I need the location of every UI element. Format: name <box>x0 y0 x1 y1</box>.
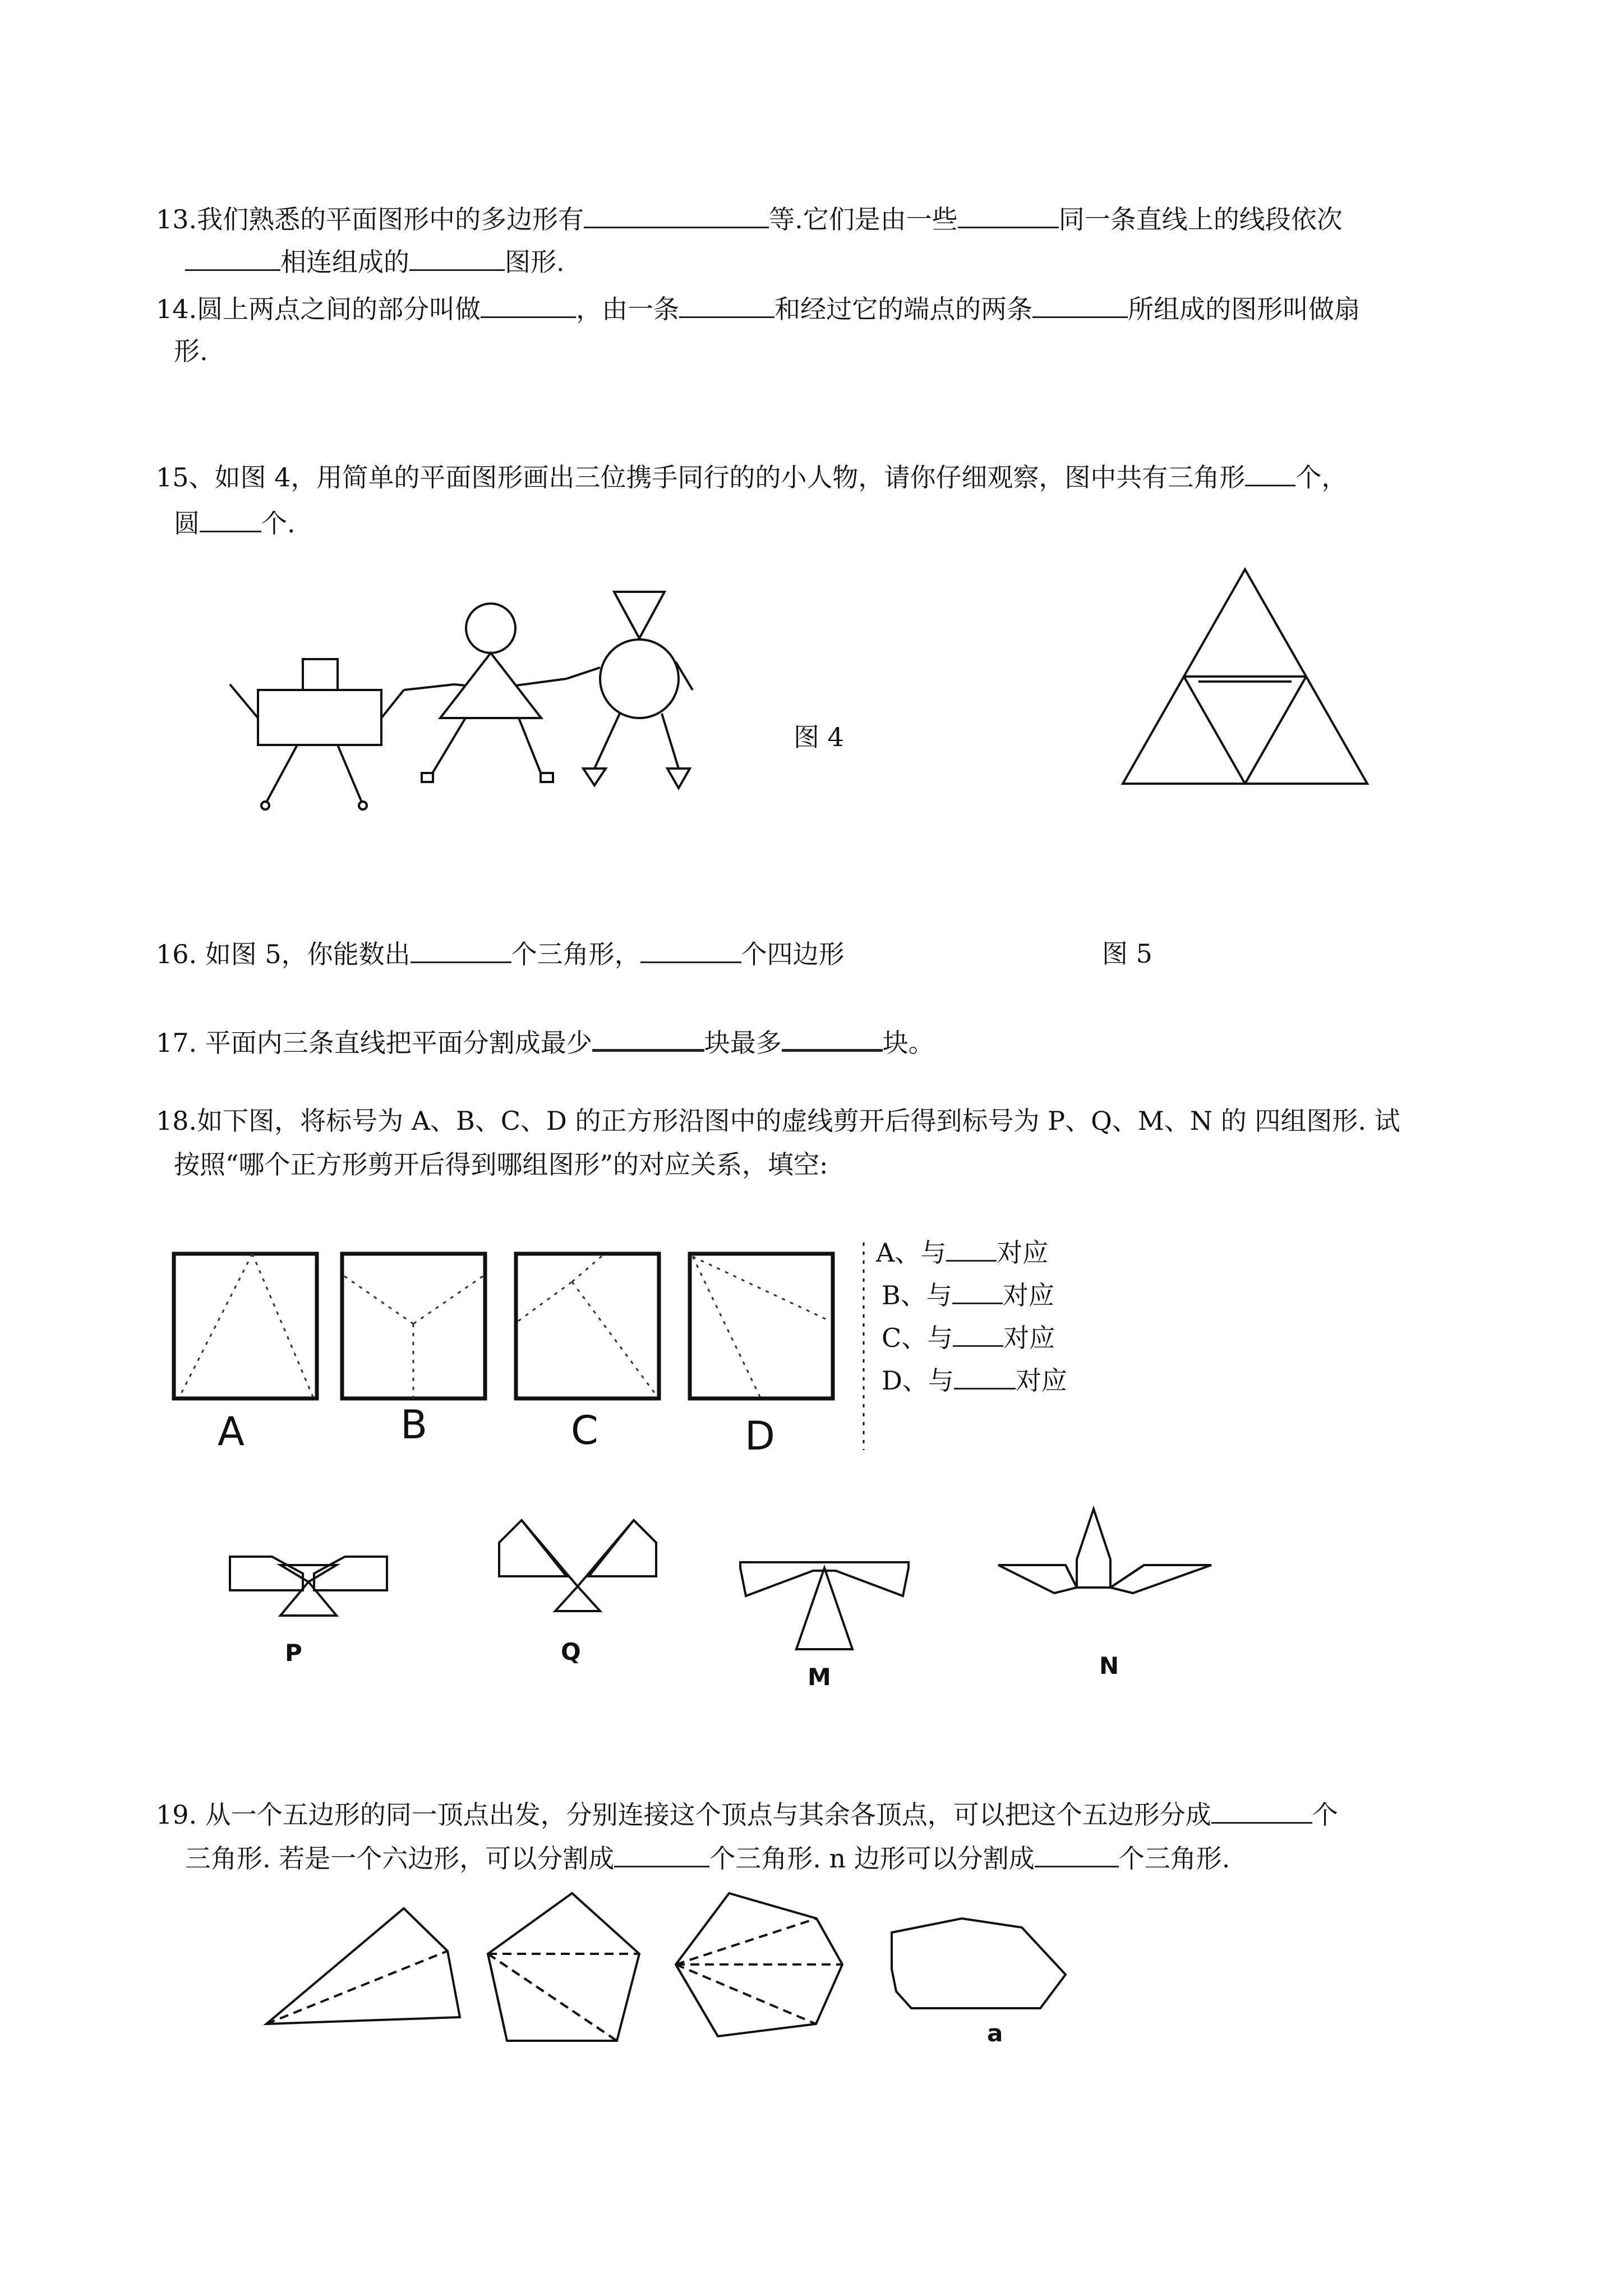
q15-line1 <box>156 460 1347 494</box>
q19-fig-label-a: a <box>987 2019 1003 2047</box>
q19-text-c: 三角形. 若是一个六边形，可以分割成 <box>185 1843 615 1874</box>
q17-text-b: 块最多 <box>704 1028 782 1058</box>
q18-pieces <box>219 1492 1228 1660</box>
q19-blank-1[interactable] <box>1211 1797 1312 1824</box>
piece-label-p: P <box>285 1639 302 1667</box>
fig4-head-triangle <box>614 592 665 638</box>
q18-line2 <box>174 1148 828 1181</box>
q15-text-b: 个， <box>1295 462 1348 493</box>
q16-text-a: 16. 如图 5，你能数出 <box>156 939 411 969</box>
q19-text-a: 19. 从一个五边形的同一顶点出发，分别连接这个顶点与其余各顶点，可以把这个五边形分成 <box>156 1800 1211 1830</box>
q15-text-d: 个. <box>261 508 296 539</box>
q16-line <box>156 937 845 971</box>
q13-blank-4[interactable] <box>409 245 505 271</box>
fig4-head-circle <box>466 604 515 653</box>
q17-text-a: 17. 平面内三条直线把平面分割成最少 <box>156 1028 592 1058</box>
q15-blank-1[interactable] <box>1245 460 1295 486</box>
q14-line2 <box>174 334 208 368</box>
q19-text-d: 个三角形. n 边形可以分割成 <box>709 1843 1035 1874</box>
piece-label-q: Q <box>561 1638 581 1665</box>
q18-answer-a <box>876 1235 1048 1269</box>
q16-text-b: 个三角形， <box>511 939 640 969</box>
q18-answer-b-post: 对应 <box>1002 1280 1054 1310</box>
fig4-body-circle <box>600 639 679 718</box>
q18-answer-b-pre: B、与 <box>882 1280 952 1310</box>
q17-blank-2[interactable] <box>782 1024 883 1052</box>
q19-text-e: 个三角形. <box>1118 1843 1230 1874</box>
q19-text-b: 个 <box>1312 1800 1338 1830</box>
q16-blank-1[interactable] <box>411 937 511 963</box>
q14-blank-3[interactable] <box>1032 292 1128 318</box>
q13-text-e: 图形. <box>505 247 565 277</box>
q16-text-c: 个四边形 <box>741 939 845 969</box>
q18-answer-c <box>882 1320 1055 1355</box>
q18-text-2: 按照“哪个正方形剪开后得到哪组图形”的对应关系，填空: <box>174 1149 828 1180</box>
q18-answer-b <box>882 1278 1054 1312</box>
q18-answer-d-pre: D、与 <box>882 1365 954 1396</box>
q18-squares <box>168 1248 897 1405</box>
q19-blank-3[interactable] <box>1035 1841 1119 1867</box>
fig4-head-square <box>303 659 338 690</box>
q14-text-d: 所组成的图形叫做扇 <box>1128 294 1361 324</box>
q13-line1 <box>156 202 1343 236</box>
figure-4-stick-people <box>213 583 718 819</box>
q13-blank-3[interactable] <box>185 245 280 271</box>
q19-blank-2[interactable] <box>614 1841 709 1867</box>
q18-answer-d <box>882 1363 1067 1397</box>
q18-answer-b-blank[interactable] <box>952 1278 1003 1304</box>
q18-answer-a-blank[interactable] <box>946 1235 997 1262</box>
square-d <box>690 1254 833 1398</box>
figure-5-triangle <box>1116 564 1374 788</box>
q17-blank-1[interactable] <box>592 1024 704 1052</box>
q14-blank-2[interactable] <box>679 292 774 318</box>
q18-divider <box>861 1243 866 1450</box>
q14-line1 <box>156 292 1360 326</box>
q13-text-d: 相连组成的 <box>280 247 409 277</box>
q15-text-c: 圆 <box>174 508 200 539</box>
q15-blank-2[interactable] <box>200 506 261 532</box>
q13-text-c: 同一条直线上的线段依次 <box>1058 204 1343 234</box>
q18-answer-d-blank[interactable] <box>954 1363 1016 1389</box>
piece-label-n: N <box>1099 1652 1119 1680</box>
square-label-b: B <box>400 1402 428 1448</box>
q13-blank-1[interactable] <box>584 202 769 228</box>
piece-label-m: M <box>808 1663 831 1691</box>
q18-answer-c-post: 对应 <box>1003 1323 1055 1353</box>
q19-line2 <box>185 1841 1230 1875</box>
q18-answer-a-pre: A、与 <box>876 1237 947 1268</box>
q13-line2 <box>185 245 565 279</box>
q18-answer-c-pre: C、与 <box>882 1323 953 1353</box>
q14-text-c: 和经过它的端点的两条 <box>774 294 1033 324</box>
q14-blank-1[interactable] <box>481 292 576 318</box>
square-label-a: A <box>218 1409 245 1455</box>
q14-text-b: ，由一条 <box>576 294 680 324</box>
square-a <box>174 1254 317 1398</box>
q15-text-a: 15、如图 4，用简单的平面图形画出三位携手同行的的小人物，请你仔细观察，图中共有三角形 <box>156 462 1246 493</box>
q13-text-b: 等.它们是由一些 <box>769 204 958 234</box>
q19-line1 <box>156 1797 1338 1832</box>
figure-5-label: 图 5 <box>1102 938 1152 969</box>
q17-line <box>156 1024 934 1060</box>
q14-text-a: 14.圆上两点之间的部分叫做 <box>156 294 481 324</box>
square-label-d: D <box>745 1413 775 1459</box>
q13-text-a: 13.我们熟悉的平面图形中的多边形有 <box>156 204 584 234</box>
figure-4-label: 图 4 <box>794 722 844 752</box>
q16-blank-2[interactable] <box>640 937 741 963</box>
square-c <box>516 1254 659 1398</box>
q18-line1 <box>156 1104 1400 1138</box>
q19-polygons <box>258 1890 1155 2059</box>
q13-blank-2[interactable] <box>958 202 1059 228</box>
square-label-c: C <box>571 1407 598 1453</box>
q18-answer-a-post: 对应 <box>997 1237 1049 1268</box>
fig4-body-rectangle <box>258 690 381 745</box>
q18-text-1: 18.如下图，将标号为 A、B、C、D 的正方形沿图中的虚线剪开后得到标号为 P、Q、M、N 的 四组图形. 试 <box>156 1106 1400 1136</box>
q14-text-e: 形. <box>174 336 208 366</box>
q15-line2 <box>174 506 296 540</box>
q18-answer-c-blank[interactable] <box>953 1320 1003 1347</box>
q18-answer-d-post: 对应 <box>1015 1365 1067 1396</box>
q17-text-c: 块。 <box>882 1028 934 1058</box>
